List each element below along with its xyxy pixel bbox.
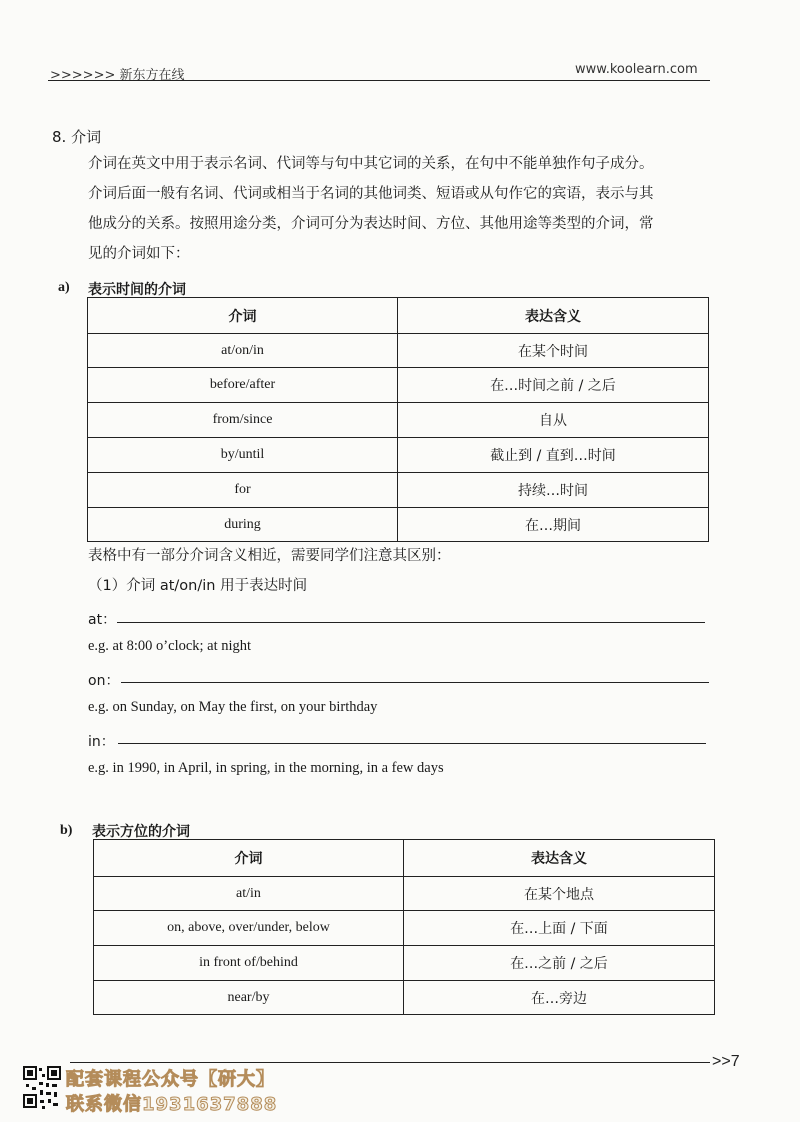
cell-preposition: by/until — [88, 438, 398, 473]
place-prepositions-table — [93, 839, 715, 1015]
cell-preposition: near/by — [94, 981, 404, 1015]
table-row — [94, 946, 715, 981]
qr-code-icon — [22, 1062, 62, 1112]
fill-blank-on — [121, 682, 709, 683]
cell-meaning: 在…之前 / 之后 — [404, 946, 715, 981]
cell-preposition: during — [88, 508, 398, 542]
cell-meaning: 自从 — [398, 403, 709, 438]
column-header-preposition: 介词 — [88, 298, 398, 334]
column-header-meaning: 表达含义 — [404, 840, 715, 877]
subsection-a-title: 表示时间的介词 — [88, 282, 186, 298]
cell-preposition: from/since — [88, 403, 398, 438]
header-url: www.koolearn.com — [575, 62, 698, 77]
paragraph-line-2: 介词后面一般有名词、代词或相当于名词的其他词类、短语或从句作它的宾语，表示与其 — [88, 186, 654, 202]
page-number: >>7 — [712, 1053, 740, 1070]
cell-preposition: at/in — [94, 877, 404, 911]
fill-blank-in — [118, 743, 706, 744]
subsection-a-mark: a) — [58, 280, 70, 295]
cell-preposition: on, above, over/under, below — [94, 911, 404, 946]
time-prepositions-table — [87, 297, 709, 542]
table-header-row — [94, 840, 715, 877]
table-row — [88, 368, 709, 403]
table-row — [94, 877, 715, 911]
example-in: e.g. in 1990, in April, in spring, in the morning, in a few days — [88, 760, 444, 776]
cell-preposition: for — [88, 473, 398, 508]
header-site-name: >>>>>> 新东方在线 — [50, 68, 185, 83]
column-header-preposition: 介词 — [94, 840, 404, 877]
cell-meaning: 在…上面 / 下面 — [404, 911, 715, 946]
cell-meaning: 截止到 / 直到…时间 — [398, 438, 709, 473]
table-row — [88, 403, 709, 438]
fill-label-on: on： — [88, 673, 120, 689]
cell-meaning: 在…时间之前 / 之后 — [398, 368, 709, 403]
subsection-b-mark: b) — [60, 823, 73, 838]
cell-meaning: 在…旁边 — [404, 981, 715, 1015]
fill-label-at: at： — [88, 612, 117, 628]
example-on: e.g. on Sunday, on May the first, on your birthday — [88, 699, 378, 715]
sub-note-at-on-in: （1）介词 at/on/in 用于表达时间 — [88, 578, 308, 594]
header-rule — [48, 80, 710, 81]
promo-line-1: 配套课程公众号【研大】 — [66, 1069, 275, 1090]
fill-label-in: in： — [88, 734, 115, 750]
table-note: 表格中有一部分介词含义相近，需要同学们注意其区别： — [88, 548, 451, 564]
table-row — [94, 911, 715, 946]
example-at: e.g. at 8:00 o’clock; at night — [88, 638, 252, 654]
footer-rule — [70, 1062, 710, 1063]
table-row — [88, 334, 709, 368]
cell-meaning: 在…期间 — [398, 508, 709, 542]
paragraph-line-3: 他成分的关系。按照用途分类，介词可分为表达时间、方位、其他用途等类型的介词，常 — [88, 216, 654, 232]
fill-blank-at — [117, 622, 705, 623]
paragraph-line-1: 介词在英文中用于表示名词、代词等与句中其它词的关系，在句中不能单独作句子成分。 — [88, 156, 654, 172]
promo-line-2: 联系微信1931637888 — [66, 1094, 278, 1115]
paragraph-line-4: 见的介词如下： — [88, 246, 190, 262]
cell-preposition: at/on/in — [88, 334, 398, 368]
table-row — [88, 473, 709, 508]
table-row — [88, 508, 709, 542]
cell-preposition: before/after — [88, 368, 398, 403]
table-header-row — [88, 298, 709, 334]
table-row — [88, 438, 709, 473]
cell-meaning: 持续…时间 — [398, 473, 709, 508]
cell-preposition: in front of/behind — [94, 946, 404, 981]
section-title: 8. 介词 — [52, 128, 102, 146]
column-header-meaning: 表达含义 — [398, 298, 709, 334]
subsection-b-title: 表示方位的介词 — [92, 824, 190, 840]
cell-meaning: 在某个地点 — [404, 877, 715, 911]
cell-meaning: 在某个时间 — [398, 334, 709, 368]
table-row — [94, 981, 715, 1015]
